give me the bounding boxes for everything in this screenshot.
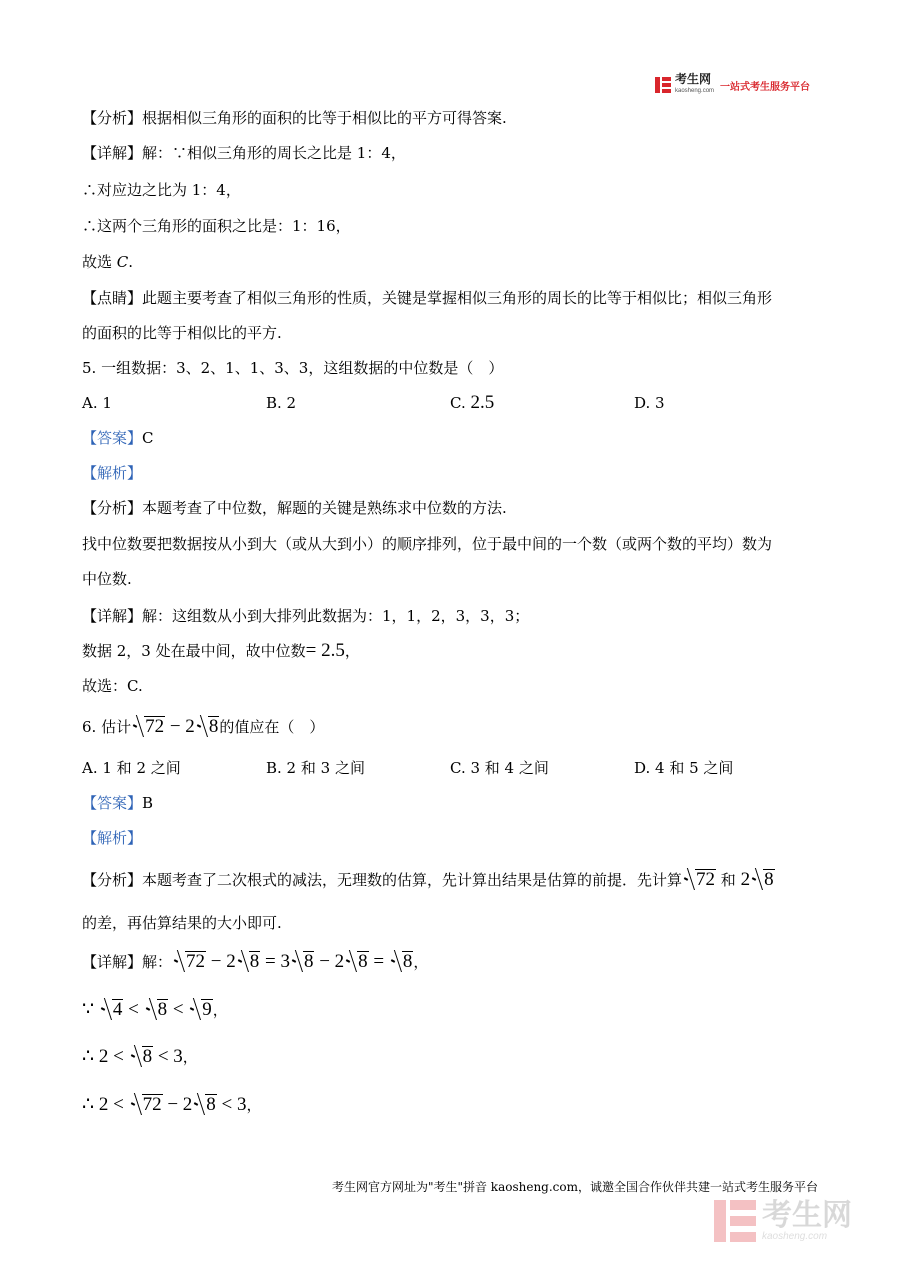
q4-comment-2: 的面积的比等于相似比的平方. [82, 324, 282, 342]
q4-comment-1: 【点睛】此题主要考查了相似三角形的性质，关键是掌握相似三角形的周长的比等于相似比；相似三角形 [82, 289, 773, 307]
q6-option-c: C. 3 和 4 之间 [450, 759, 549, 777]
q6-detail-3: ∴ 2 < 8 < 3， [82, 1046, 198, 1067]
kaosheng-logo-icon [655, 77, 671, 93]
q5-analysis-3: 中位数. [82, 570, 132, 588]
answer-tag: 【答案】 [82, 794, 143, 812]
logo-text: 考生网 [675, 72, 712, 86]
q4-analysis: 【分析】根据相似三角形的面积的比等于相似比的平方可得答案. [82, 109, 507, 127]
q5-detail-1: 【详解】解：这组数从小到大排列此数据为：1，1，2，3，3，3； [82, 607, 530, 625]
q6-question: 6. 估计 72 − 2 8的值应在（ ） [82, 716, 325, 737]
q6-analysis-tag: 【解析】 [82, 829, 143, 847]
q6-option-a: A. 1 和 2 之间 [82, 759, 181, 777]
q6-analysis-2: 的差，再估算结果的大小即可. [82, 914, 282, 932]
answer-letter: C [116, 253, 129, 271]
watermark [714, 1200, 852, 1242]
header-logo [655, 74, 810, 96]
q5-analysis: 【分析】本题考查了中位数，解题的关键是熟练求中位数的方法. [82, 499, 507, 517]
q4-detail-2: ∴对应边之比为 1：4， [82, 181, 241, 199]
q4-detail-1: 【详解】解：∵相似三角形的周长之比是 1：4， [82, 144, 406, 162]
q5-detail-3: 故选：C. [82, 677, 143, 695]
footer-text: 考生网官方网址为"考生"拼音 kaosheng.com，诚邀全国合作伙伴共建一站式考生服务平台 [331, 1180, 818, 1194]
q5-question: 5. 一组数据：3、2、1、1、3、3，这组数据的中位数是（ ） [82, 359, 504, 377]
logo-domain: kaosheng.com [675, 88, 715, 94]
q5-option-b: B. 2 [266, 394, 297, 412]
watermark-domain: kaosheng.com [762, 1230, 828, 1242]
q5-option-a: A. 1 [82, 394, 112, 412]
q5-option-d: D. 3 [634, 394, 665, 412]
answer-tag: 【答案】 [82, 429, 143, 447]
q5-answer: 【答案】C [82, 429, 154, 447]
q6-analysis: 【分析】本题考查了二次根式的减法，无理数的估算，先计算出结果是估算的前提．先计算 72 和 2 8 [82, 869, 774, 890]
kaosheng-watermark-icon [714, 1200, 756, 1242]
q4-detail-4: 故选 C. [82, 253, 134, 271]
q5-option-c: C. 2.5 [450, 392, 495, 413]
q6-option-d: D. 4 和 5 之间 [634, 759, 734, 777]
watermark-text: 考生网 [762, 1198, 852, 1232]
q5-analysis-tag: 【解析】 [82, 464, 143, 482]
q6-detail-1: 【详解】解： 72 − 2 8 = 3 8 − 2 8 = 8， [82, 951, 429, 972]
q6-detail-2: ∵ 4 < 8 < 9， [82, 999, 228, 1020]
header-slogan: 一站式考生服务平台 [720, 81, 811, 93]
q6-answer: 【答案】B [82, 794, 154, 812]
q6-option-b: B. 2 和 3 之间 [266, 759, 365, 777]
q6-detail-4: ∴ 2 < 72 − 2 8 < 3， [82, 1094, 262, 1115]
q5-detail-2: 数据 2，3 处在最中间，故中位数= 2.5， [82, 640, 360, 661]
q5-analysis-2: 找中位数要把数据按从小到大（或从大到小）的顺序排列，位于最中间的一个数（或两个数的平均）数为 [82, 535, 773, 553]
q4-detail-3: ∴这两个三角形的面积之比是：1：16， [82, 217, 351, 235]
